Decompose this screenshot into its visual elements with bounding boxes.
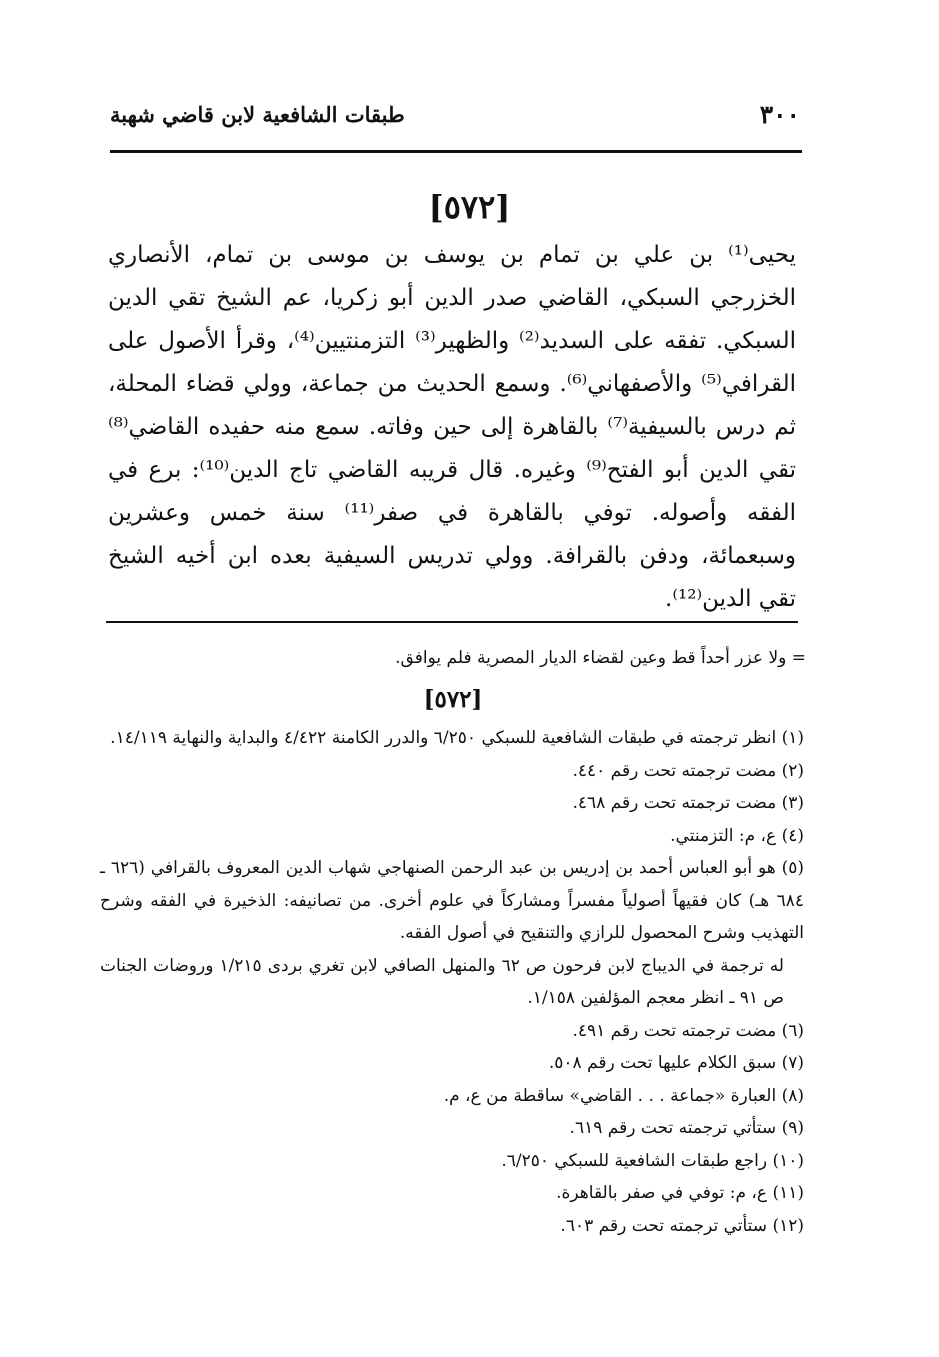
footnote-rule [106, 621, 798, 623]
footnote-3: (٣) مضت ترجمته تحت رقم ٤٦٨. [572, 793, 804, 813]
footnote-8: (٨) العبارة «جماعة . . . القاضي» ساقطة من ع، م. [443, 1085, 804, 1106]
footnotes-section [100, 642, 806, 1242]
biography-paragraph: يحيى⁽¹⁾ بن علي بن تمام بن يوسف بن موسى بن تمام، الأنصاري الخزرجي السبكي، القاضي صدر الدين أبو زكريا، عم الشيخ تقي الدين السبكي. تفقه على السديد⁽²⁾ والظهير⁽³⁾ التزمنتيين⁽⁴⁾، وقرأ الأصول على القرافي⁽⁵⁾ والأصفهاني⁽⁶⁾. وسمع الحديث من جماعة، وولي قضاء المحلة، ثم درس بالسيفية⁽⁷⁾ بالقاهرة إلى حين وفاته. سمع منه حفيده القاضي⁽⁸⁾ تقي الدين أبو الفتح⁽⁹⁾ وغيره. قال قريبه القاضي تاج الدين⁽¹⁰⁾: برع في الفقه وأصوله. توفي بالقاهرة في صفر⁽¹¹⁾ سنة خمس وعشرين وسبعمائة، ودفن بالقرافة. وولي تدريس السيفية بعده ابن أخيه الشيخ تقي الدين⁽¹²⁾. [108, 242, 797, 612]
book-title: طبقات الشافعية لابن قاضي شهبة [110, 102, 405, 127]
biography-text [108, 234, 796, 621]
footnote-9: (٩) ستأتي ترجمته تحت رقم ٦١٩. [569, 1118, 804, 1138]
footnote-6: (٦) مضت ترجمته تحت رقم ٤٩١. [572, 1020, 804, 1041]
footnotes-heading: [٥٧٢] [423, 686, 483, 713]
footnote-2: (٢) مضت ترجمته تحت رقم ٤٤٠. [572, 760, 804, 781]
footnote-10: (١٠) راجع طبقات الشافعية للسبكي ٦/٢٥٠. [501, 1150, 804, 1171]
footnote-4: (٤) ع، م: التزمنتي. [670, 825, 804, 846]
page-number: ٣٠٠ [759, 100, 800, 129]
running-header [110, 100, 800, 140]
footnote-7: (٧) سبق الكلام عليها تحت رقم ٥٠٨. [548, 1053, 804, 1073]
header-rule [110, 150, 802, 153]
footnote-1: (١) انظر ترجمته في طبقات الشافعية للسبكي ٦/٢٥٠ والدرر الكامنة ٤/٤٢٢ والبداية والنهاية ١٤/١١٩. [110, 728, 804, 748]
footnote-carry-over: = ولا عزر أحداً قط وعين لقضاء الديار المصرية فلم يوافق. [395, 648, 806, 668]
footnote-5: (٥) هو أبو العباس أحمد بن إدريس بن عبد الرحمن الصنهاجي شهاب الدين المعروف بالقرافي (٦٢٦ ـ ٦٨٤ هـ) كان فقيهاً أصولياً مفسراً ومشاركاً في علوم أخرى. من تصانيفه: الذخيرة في الفقه وشرح التهذيب وشرح المحصول للرازي والتنقيح في أصول الفقه. [100, 858, 804, 943]
footnote-5-sources: له ترجمة في الديباج لابن فرحون ص ٦٢ والمنهل الصافي لابن تغري بردى ١/٢١٥ وروضات الجنات ص ٩١ ـ انظر معجم المؤلفين ١/١٥٨. [100, 955, 784, 1008]
footnote-12: (١٢) ستأتي ترجمته تحت رقم ٦٠٣. [560, 1215, 804, 1236]
footnote-11: (١١) ع، م: توفي في صفر بالقاهرة. [556, 1183, 804, 1203]
entry-number: [٥٧٢] [428, 188, 511, 226]
